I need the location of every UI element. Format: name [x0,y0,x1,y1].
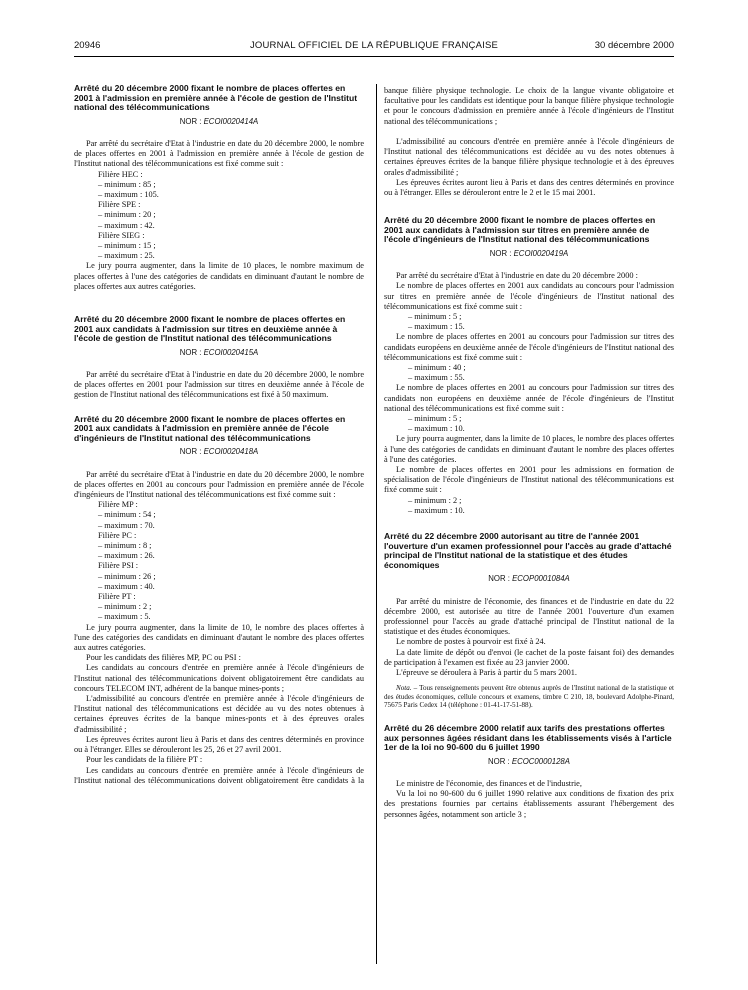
line: – minimum : 5 ; [408,312,462,322]
line: – maximum : 105. [98,190,159,199]
nor-reference: NOR : ECOI0020414A [179,116,259,126]
line: Filière SIEG : [98,230,145,240]
paragraph [74,766,364,786]
line: – minimum : 40 ; [408,363,466,373]
paragraph-text: Les candidats au concours d'entrée en première année à l'école d'ingénieurs de l'Institut national des télécommunications doivent obligatoirement être candidats à la [74,765,364,785]
page-header [74,40,674,54]
paragraph: Les épreuves écrites auront lieu à Paris et dans des centres déterminés en province ou à l'étranger. Elles se dérouleront entre le 2 et le 15 mai 2001. [384,177,674,198]
paragraph-continued [384,86,674,137]
nor-reference: NOR : ECOI0020419A [489,249,569,258]
paragraph: Par arrêté du secrétaire d'Etat à l'industrie en date du 20 décembre 2000, le nombre de places offertes en 2001 au concours pour l'admission en première année de l'école d'ingénieurs de l'Institut national des télécommunications est fixé comme suit : [74,469,364,500]
paragraph: Par arrêté du secrétaire d'Etat à l'industrie en date du 20 décembre 2000, le nombre de places offertes en 2001 à l'admission en première année à l'école de gestion de l'Institut national des télécommunications est fixé comme suit : [74,138,364,169]
paragraph: L'admissibilité au concours d'entrée en première année à l'école d'ingénieurs de l'Institut national des télécommunications est décidée au vu des notes obtenues à certaines épreuves écrites de la banque mines-ponts et à des épreuves orales d'admissibilité ; [74,694,364,734]
paragraph: Par arrêté du secrétaire d'Etat à l'industrie en date du 20 décembre 2000 : [396,271,638,281]
line: – minimum : 54 ; [98,510,156,520]
article [384,532,674,710]
line: – minimum : 5 ; [408,414,462,424]
line: – maximum : 10. [408,505,465,515]
article-continued [384,86,674,198]
nota-label: Nota. – [396,684,418,693]
article-title: Arrêté du 20 décembre 2000 fixant le nombre de places offertes en 2001 à l'admission en première année à l'école de gestion de l'Institut national des télécommunications [74,83,358,113]
nor-reference: NOR : ECOC0000128A [488,756,570,766]
page-number: 20946 [74,40,101,51]
paragraph: L'admissibilité au concours d'entrée en première année à l'école d'ingénieurs de l'Institut national des télécommunications est décidée au vu des notes obtenues à certaines épreuves écrites de la banque filière physique technologie et à des épreuves orales d'admissibilité ; [384,137,674,177]
article-title: Arrêté du 26 décembre 2000 relatif aux tarifs des prestations offertes aux personnes âgées résidant dans les établissements visés à l'article 1er de la loi no 90-600 du 6 juillet 1990 [384,723,672,753]
line: – maximum : 5. [98,612,151,622]
paragraph: Le jury pourra augmenter, dans la limite de 10 places, le nombre maximum de places offertes à l'une des catégories de candidats en diminuant d'autant le nombre de places offertes aux autres catégories. [74,261,364,291]
line: – minimum : 85 ; [98,179,156,189]
column-divider [376,84,377,964]
line: – minimum : 8 ; [98,541,152,551]
line: – minimum : 2 ; [98,602,152,612]
nota-text: Tous renseignements peuvent être obtenus auprès de l'Institut national de la statistique et des études économiques, cellule concours et examens, timbre C 210, 18, boulevard Adolphe-Pinard, 75675 Paris Cedex 14 (téléphone : 01-41-17-51-88). [384,684,674,710]
article [74,415,364,786]
journal-title: JOURNAL OFFICIEL DE LA RÉPUBLIQUE FRANÇAISE [249,40,499,51]
paragraph: Le nombre de places offertes en 2001 au concours pour l'admission sur titres des candidats non européens en deuxième année de l'école d'ingénieurs de l'Institut national des télécommunications est fixé comme suit : [384,383,674,413]
paragraph-text: banque filière physique technologie. Le choix de la langue vivante obligatoire et facultative pour les candidats est identique pour la banque filière physique technologie et pour le concours d'admission en première année à l'école d'ingénieurs de l'Institut national des télécommunications ; [384,86,674,126]
paragraph: Le nombre de postes à pourvoir est fixé à 24. [396,637,546,647]
line: – maximum : 55. [408,373,465,383]
line: – maximum : 26. [98,551,155,561]
paragraph: Pour les candidats des filières MP, PC ou PSI : [86,653,241,663]
nota-paragraph [384,684,674,710]
line: Filière HEC : [98,169,143,179]
paragraph: Le nombre de places offertes en 2001 pour les admissions en formation de spécialisation de l'école d'ingénieurs de l'Institut national des télécommunications est fixé comme suit : [384,465,674,495]
header-rule [74,56,674,57]
line: Filière MP : [98,500,138,510]
paragraph: Le jury pourra augmenter, dans la limite de 10, le nombre des places offertes à l'une des catégories des candidats en diminuant d'autant le nombre des places offertes aux autres catégories. [74,622,364,653]
article-title: Arrêté du 20 décembre 2000 fixant le nombre de places offertes en 2001 aux candidats à l'admission sur titres en deuxième année à l'école de gestion de l'Institut national des télécommunications [74,314,346,344]
line: – minimum : 20 ; [98,210,156,220]
line: – maximum : 42. [98,220,155,230]
paragraph: Vu la loi no 90-600 du 6 juillet 1990 relative aux conditions de fixation des prix des prestations fournies par certains établissements assurant l'hébergement des personnes âgées, notamment son article 3 ; [384,789,674,819]
paragraph: Les épreuves écrites auront lieu à Paris et dans des centres déterminés en province ou à l'étranger. Elles se dérouleront les 25, 26 et 27 avril 2001. [74,734,364,755]
line: – minimum : 15 ; [98,241,156,251]
paragraph: Le nombre de places offertes en 2001 au concours pour l'admission sur titres des candidats européens en deuxième année de l'école d'ingénieurs de l'Institut national des télécommunications est fixé comme suit : [384,332,674,362]
line: Filière PT : [98,592,136,602]
paragraph: Par arrêté du ministre de l'économie, des finances et de l'industrie en date du 22 décembre 2000, est autorisée au titre de l'année 2001 l'ouverture d'un examen professionnel pour l'accès au grade d'attaché principal de l'Institut national de la statistique et des études économiques. [384,596,674,637]
line: Filière PC : [98,530,137,540]
paragraph: Les candidats au concours d'entrée en première année à l'école d'ingénieurs de l'Institut national des télécommunications doivent obligatoirement être candidats au concours TELECOM INT, adhérent de la banque mines-ponts ; [74,663,364,693]
nor-reference: NOR : ECOI0020418A [179,447,259,457]
left-column [74,84,364,786]
line: Filière SPE : [98,200,141,210]
line: Filière PSI : [98,561,139,571]
line: – maximum : 15. [408,322,465,332]
line: – maximum : 10. [408,424,465,434]
paragraph: Pour les candidats de la filière PT : [86,755,203,765]
article-title: Arrêté du 20 décembre 2000 fixant le nombre de places offertes en 2001 aux candidats à l'admission sur titres en première année de l'école d'ingénieurs de l'Institut national des télécommunications [384,215,656,245]
paragraph: L'épreuve se déroulera à Paris à partir du 5 mars 2001. [396,668,577,678]
paragraph: Le nombre de places offertes en 2001 aux candidats au concours pour l'admission sur titres en première année de l'école d'ingénieurs de l'Institut national des télécommunications est fixé comme suit : [384,281,674,311]
nor-reference: NOR : ECOI0020415A [179,347,259,357]
article-title: Arrêté du 22 décembre 2000 autorisant au titre de l'année 2001 l'ouverture d'un examen professionnel pour l'accès au grade d'attaché principal de l'Institut national de la statistique et des études économiques [384,531,672,570]
article-title: Arrêté du 20 décembre 2000 fixant le nombre de places offertes en 2001 aux candidats à l'admission en première année de l'école d'ingénieurs de l'Institut national des télécommunications [74,413,346,443]
paragraph: Le jury pourra augmenter, dans la limite de 10 places, le nombre des places offertes à l'une des catégories de candidats en diminuant d'autant le nombre des places offertes à l'une des catégories. [384,434,674,464]
line: – maximum : 25. [98,251,155,261]
line: – minimum : 26 ; [98,571,156,581]
issue-date: 30 décembre 2000 [594,40,674,51]
paragraph: Par arrêté du secrétaire d'Etat à l'industrie en date du 20 décembre 2000, le nombre de places offertes en 2001 pour l'admission sur titres en deuxième année à l'école de gestion de l'Institut national des télécommunications est fixé à 50 maximum. [74,370,364,400]
line: – maximum : 40. [98,581,155,591]
right-column [384,86,674,820]
article [74,315,364,401]
paragraph: La date limite de dépôt ou d'envoi (le cachet de la poste faisant foi) des demandes de participation à l'examen est fixée au 23 janvier 2000. [384,647,674,667]
line: – maximum : 70. [98,520,155,530]
article [384,724,674,820]
article [74,84,364,292]
line: – minimum : 2 ; [408,495,462,505]
article [384,216,674,516]
paragraph: Le ministre de l'économie, des finances et de l'industrie, [396,779,582,789]
nor-reference: NOR : ECOP0001084A [488,574,570,584]
